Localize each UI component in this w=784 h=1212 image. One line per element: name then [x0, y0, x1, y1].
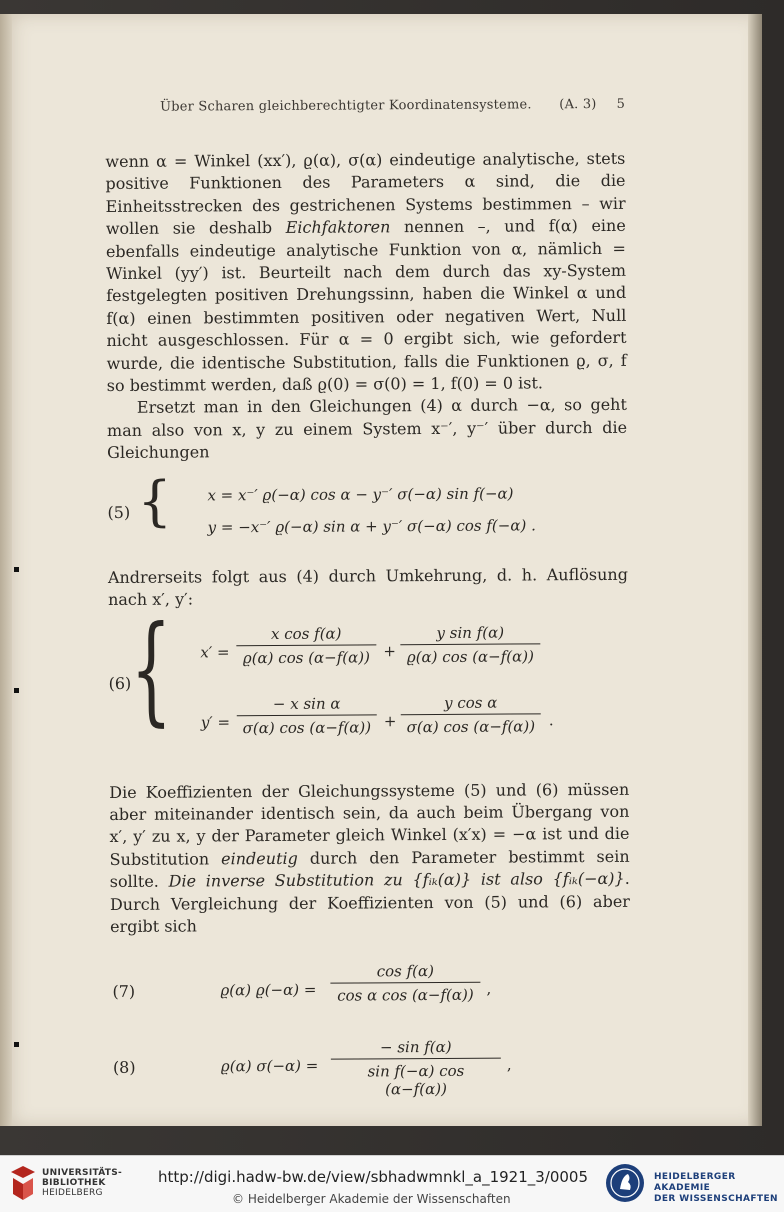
paragraph-1: [105, 148, 626, 398]
equation-8-lhs: ϱ(α) σ(−α) =: [220, 1057, 319, 1076]
academy-logo-text[interactable]: [654, 1172, 784, 1205]
equation-6-label: (6): [108, 673, 132, 693]
equation-6: [108, 599, 629, 761]
equation-6-brace: {: [130, 599, 173, 738]
equation-6-x-lhs: x′ =: [200, 642, 230, 661]
fraction-denominator: ϱ(α) cos (α−f(α)): [406, 646, 535, 666]
running-title: Über Scharen gleichberechtigter Koordinatensysteme.: [159, 97, 532, 115]
fraction-numerator: cos f(α): [330, 962, 480, 984]
equation-7-label: (7): [112, 982, 136, 1002]
academy-seal-icon[interactable]: [604, 1162, 646, 1204]
fraction-numerator: − sin f(α): [331, 1038, 501, 1060]
period: .: [548, 710, 554, 729]
equation-6-y-frac-2: [401, 693, 541, 736]
paragraph-3: Andrerseits folgt aus (4) durch Umkehrung, d. h. Auflösung nach x′, y′:: [107, 564, 628, 610]
running-head-right: [559, 97, 625, 112]
plus-sign: +: [383, 711, 397, 730]
equation-8-fraction: [331, 1038, 501, 1099]
margin-mark: [14, 688, 19, 693]
permalink-url[interactable]: http://digi.hadw-bw.de/view/sbhadwmnkl_a_1921_3/0005: [158, 1168, 589, 1186]
paragraph-4-text-b: durch den Parameter bestimmt sein sollte.: [109, 846, 630, 892]
fraction-numerator: − x sin α: [237, 694, 377, 716]
logo-text-line: DER WISSENSCHAFTEN: [654, 1194, 778, 1204]
section-label: (A. 3): [559, 96, 597, 113]
logo-text-line: BIBLIOTHEK: [42, 1178, 106, 1188]
equation-8: [111, 1037, 631, 1102]
page-content: [105, 97, 631, 1103]
logo-text-line: HEIDELBERG: [42, 1188, 103, 1198]
university-library-logo-icon[interactable]: [8, 1164, 38, 1202]
fraction-numerator: y sin f(α): [400, 623, 540, 645]
university-library-logo-text[interactable]: [42, 1168, 122, 1198]
paragraph-1-rest: nennen –, und f(α) eine ebenfalls eindeutige analytische Funktion von α, nämlich = Winkel (yy′) ist. Beurteilt nach dem durch das xy-System festgelegten positiven Drehungssinn, haben die Winkel α und f(α) einen bestimmten positiven oder negativen Wert, Null nicht ausgeschlossen. Für α = 0 ergibt sich, wie gefordert wurde, die identische Substitution, falls die Funktionen ϱ, σ, f so bestimmt werden, daß ϱ(0) = σ(0) = 1, f(0) = 0 ist.: [105, 216, 627, 396]
paragraph-4-italic-1: eindeutig: [221, 848, 298, 869]
fraction-numerator: y cos α: [401, 693, 541, 715]
equation-7-fraction: [330, 962, 480, 1005]
equation-7-lhs: ϱ(α) ϱ(−α) =: [220, 981, 317, 1000]
margin-mark: [14, 1042, 19, 1047]
equation-8-label: (8): [112, 1058, 136, 1078]
fraction-denominator: cos α cos (α−f(α)): [337, 986, 474, 1005]
equation-6-y-lhs: y′ =: [200, 712, 231, 731]
equation-7: [110, 961, 630, 1026]
equation-6-x-frac-1: [236, 624, 376, 667]
page-right-edge: [748, 14, 762, 1126]
paragraph-1-italic: Eichfaktoren: [285, 217, 391, 238]
fraction-denominator: σ(α) cos (α−f(α)): [242, 717, 372, 737]
equation-5: [107, 469, 627, 551]
fraction-denominator: σ(α) cos (α−f(α)): [406, 716, 536, 736]
copyright-notice: © Heidelberger Akademie der Wissenschaften: [232, 1192, 511, 1206]
paragraph-1-text: wenn α = Winkel (xx′), ϱ(α), σ(α) eindeutige analytische, stets positive Funktionen des Parameters α sind, die die Einheitsstrecken des gestrichenen Systems bestimmen – wir wollen sie deshalb: [105, 148, 626, 239]
plus-sign: +: [383, 641, 397, 660]
page-number: 5: [616, 96, 626, 112]
fraction-numerator: x cos f(α): [236, 624, 376, 646]
viewer-footer: [0, 1155, 784, 1212]
margin-mark: [14, 567, 19, 572]
equation-5-label: (5): [107, 502, 131, 522]
equation-5-line-1: x = x⁻′ ϱ(−α) cos α − y⁻′ σ(−α) sin f(−α): [207, 484, 514, 505]
logo-text-line: UNIVERSITÄTS-: [42, 1168, 123, 1178]
paragraph-2: Ersetzt man in den Gleichungen (4) α durch −α, so geht man also von x, y zu einem System x⁻′, y⁻′ über durch die Gleichungen: [106, 395, 628, 463]
paragraph-4-italic-2: Die inverse Substitution zu {fᵢₖ(α)} ist also {fᵢₖ(−α)}: [168, 868, 625, 891]
fraction-denominator: ϱ(α) cos (α−f(α)): [242, 647, 371, 667]
running-head: [160, 97, 625, 115]
paragraph-4-text-a: Die Koeffizienten der Gleichungssysteme (5) und (6) müssen aber miteinander identisch sein, da auch beim Übergang von x′, y′ zu x, y der Parameter gleich Winkel (x′x) = −α ist und die Substitution: [109, 779, 630, 869]
logo-text-line: HEIDELBERGER AKADEMIE: [654, 1172, 736, 1193]
paragraph-4-text-c: . Durch Vergleichung der Koeffizienten von (5) und (6) aber ergibt sich: [109, 868, 630, 936]
comma: ,: [486, 980, 492, 999]
comma: ,: [506, 1055, 512, 1074]
paragraph-4: [109, 778, 630, 938]
equation-6-y-frac-1: [237, 694, 377, 737]
fraction-denominator: sin f(−α) cos (α−f(α)): [367, 1062, 465, 1099]
equation-6-x-frac-2: [400, 623, 540, 666]
equation-5-line-2: y = −x⁻′ ϱ(−α) sin α + y⁻′ σ(−α) cos f(−α) .: [207, 516, 536, 537]
equation-5-brace: {: [137, 469, 173, 533]
